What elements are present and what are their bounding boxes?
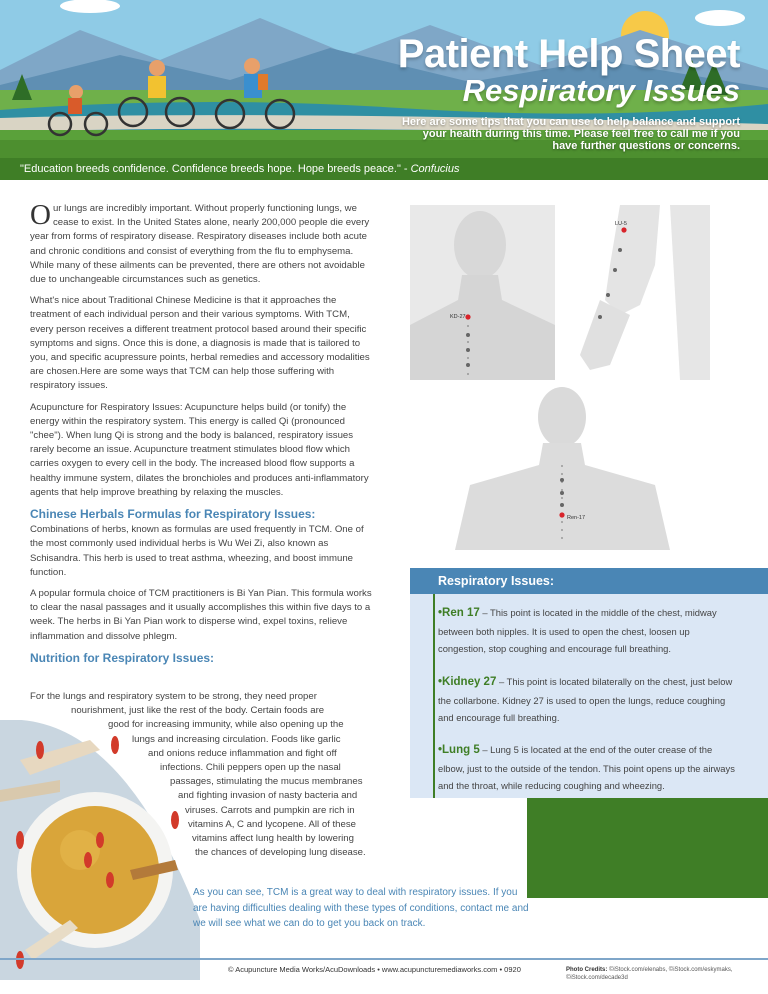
quote-text: "Education breeds confidence. Confidence breeds hope. Hope breeds peace." - [20,163,408,175]
nutrition-line: nourishment, just like the rest of the body. Certain foods are [71,705,325,717]
intro-paragraph: Our lungs are incredibly important. Without properly functioning lungs, we cease to exist. In the United States alone, nearly 200,000 people die every year from forms of respiratory disease. Respiratory diseases include both acute and chronic conditions and consist of everything from the flu to emphysema. While many of these ailments can be prevented, there are others not avoidable due to unchangeable circumstances such as genetics. [30,199,370,286]
closing-paragraph: As you can see, TCM is a great way to deal with respiratory issues. If you are having difficulties dealing with these types of conditions, contact me and we will see what we can do to get you back on track. [193,887,529,929]
quote-author: Confucius [410,163,460,175]
lu5-label: LU-5 [615,221,627,227]
nutrition-line: the chances of developing lung disease. [195,847,366,859]
nutrition-line: infections. Chili peppers open up the nasal [160,762,341,774]
photo-credits: Photo Credits: ©iStock.com/elenabs, ©iStock.com/eskymaks, ©iStock.com/decade3d [566,967,733,981]
acupuncture-paragraph: Acupuncture for Respiratory Issues: Acupuncture helps build (or tonify) the energy within the respiratory system. This energy is called Qi (pronounced "chee"). When lung Qi is strong and the body is balanced, respiratory issues rarely become an issue. Acupuncture treatment stimulates blood flow which carries oxygen to every cell in the body. The increased blood flow supports a healthy immune system, dilates the bronchioles and produces anti-inflammatory agents that help improve breathing by relaxing the muscles. [30,401,369,498]
header-banner [0,0,768,180]
herbal-paragraph-1: Combinations of herbs, known as formulas are used frequently in TCM. One of the most commonly used individual herbs is Wu Wei Zi, also known as Schisandra. This herb is used to treat asthma, wheezing, and boost immune function. [30,524,364,578]
nutrition-line: lungs and increasing circulation. Foods like garlic [132,733,341,745]
lu5-figure [560,205,710,380]
footer-divider [0,958,768,960]
nutrition-heading: Nutrition for Respiratory Issues: [30,650,215,665]
page-subtitle: Respiratory Issues [462,73,740,108]
nutrition-line: and onions reduce inflammation and fight off [148,747,337,759]
kd27-label: KD-27 [450,314,466,320]
nutrition-line: passages, stimulating the mucus membranes [170,776,363,788]
point-lung5: •Lung 5 – Lung 5 is located at the end of the outer crease of the elbow, just to the outside of the tendon. This point opens up the airways and the throat, while reducing coughing and wheezing. [438,744,735,791]
kd27-figure [410,205,555,380]
intro-text: Here are some tips that you can use to help balance and support your health during this time. Please feel free to call me if you have further questions or concerns. [401,116,740,152]
point-ren17: •Ren 17 – This point is located in the middle of the chest, midway between both nipples. It is used to open the chest, loosen up congestion, stop coughing and encourage full breathing. [438,607,717,654]
nutrition-line: vitamins affect lung health by lowering [192,833,354,845]
drop-cap: O [30,199,51,231]
nutrition-paragraph [30,690,380,860]
points-box-accent [433,594,435,798]
nutrition-line: For the lungs and respiratory system to be strong, they need proper [30,691,317,702]
nutrition-line: viruses. Carrots and pumpkin are rich in [185,804,355,816]
nutrition-line: and fighting invasion of nasty bacteria and [178,790,358,802]
herbal-paragraph-2: A popular formula choice of TCM practitioners is Bi Yan Pian. This formula works to clear the nasal passages and it usually accomplishes this within five days to a week. The herbs in Bi Yan Pian work to disperse wind, expel toxins, relieve inflammation and dissolve phlegm. [30,588,372,642]
nutrition-line: vitamins A, C and lycopene. All of these [188,818,356,830]
ren17-label: Ren-17 [567,515,586,521]
quote-bar [0,158,768,180]
tcm-paragraph: What's nice about Traditional Chinese Medicine is that it approaches the treatment of each individual person and their various symptoms. With TCM, every person receives a different treatment protocol based around their specific symptoms and signs. Once this is done, a diagnosis is made that is tailored to you, and specific acupressure points, herbal remedies and accessory modalities are chosen.Here are some ways that TCM can help those suffering with respiratory issues. [30,295,370,392]
footer-copyright: © Acupuncture Media Works/AcuDownloads • www.acupuncturemediaworks.com • 0920 [228,965,521,974]
nutrition-line: good for increasing immunity, while also opening up the [108,719,344,731]
page-title: Patient Help Sheet [397,32,740,76]
herbal-heading: Chinese Herbals Formulas for Respiratory Issues: [30,507,316,522]
ren17-figure [455,385,670,550]
green-accent-block [527,798,768,898]
title-block [398,32,740,109]
points-box-heading: Respiratory Issues: [410,568,768,594]
point-kidney27: •Kidney 27 – This point is located bilaterally on the chest, just below the collarbone. Kidney 27 is used to open the lungs, reduce coughing and encourage full breathing. [438,676,733,723]
article-column [30,199,375,667]
